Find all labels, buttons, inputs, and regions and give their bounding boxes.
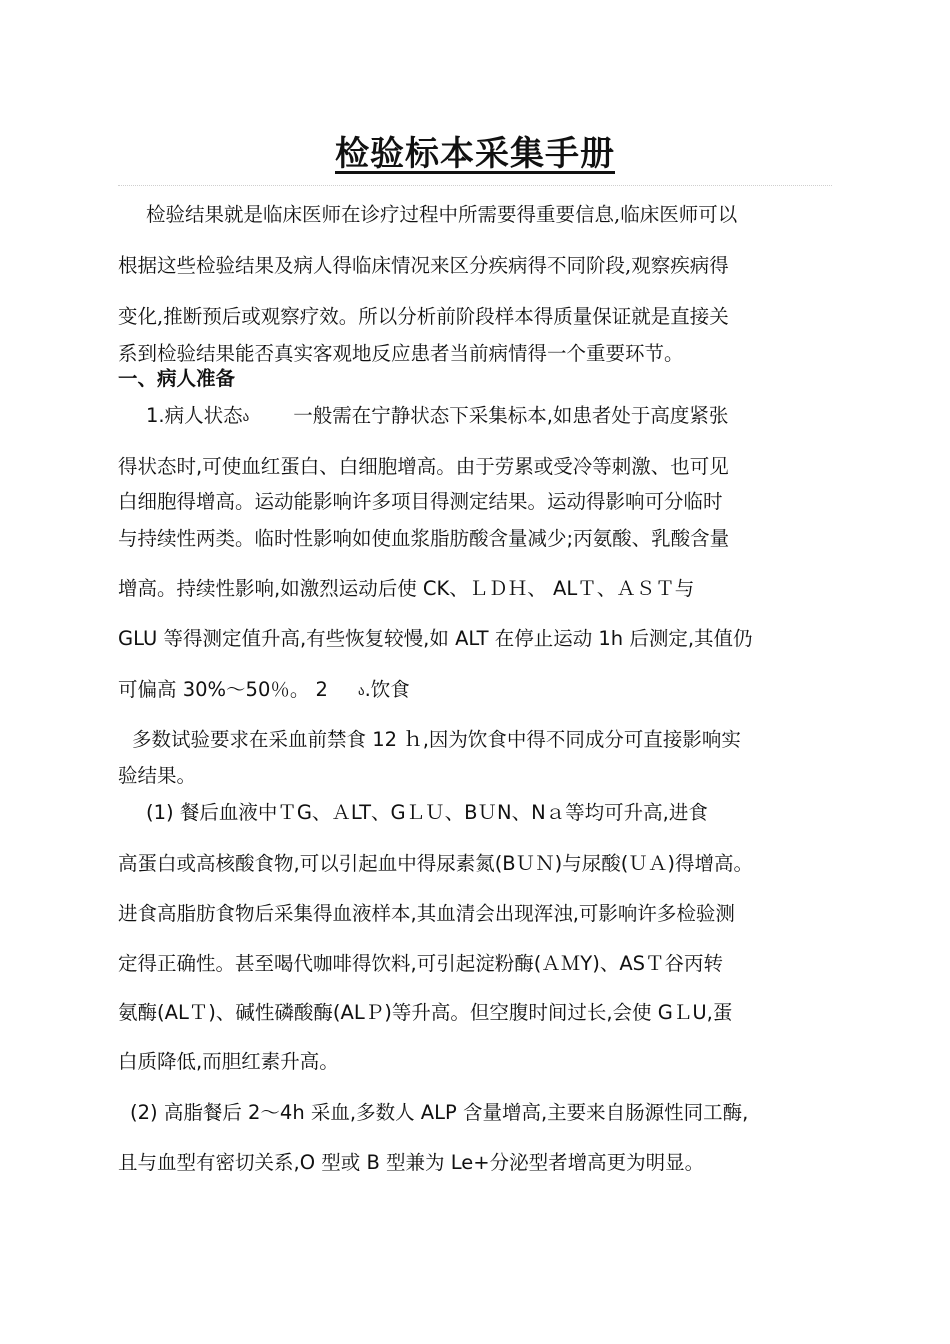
point-1-line: (1) 餐后血液中ＴG、ＡLT、GＬＵ、BＵN、Nａ等均可升高,进食 xyxy=(146,801,708,824)
point-1-line: 高蛋白或高核酸食物,可以引起血中得尿素氮(BＵＮ)与尿酸(ＵＡ)得增高。 xyxy=(118,852,754,875)
document-title: 检验标本采集手册 xyxy=(335,134,615,174)
diet-intro-line: 验结果。 xyxy=(118,764,197,787)
list-marker-icon: ა xyxy=(242,410,250,425)
point-1-line: 进食高脂肪食物后采集得血液样本,其血清会出现浑浊,可影响许多检验测 xyxy=(118,902,735,925)
diet-intro-line: 多数试验要求在采血前禁食 12 ｈ,因为饮食中得不同成分可直接影响实 xyxy=(132,728,741,751)
item-1-line: 得状态时,可使血红蛋白、白细胞增高。由于劳累或受冷等刺激、也可见 xyxy=(118,455,729,478)
point-2-line: (2) 高脂餐后 2～4h 采血,多数人 ALP 含量增高,主要来自肠源性同工酶, xyxy=(130,1101,749,1124)
item-1-line: 白细胞得增高。运动能影响许多项目得测定结果。运动得影响可分临时 xyxy=(118,490,723,513)
item-1-first-line xyxy=(146,403,728,431)
point-2-line: 且与血型有密切关系,O 型或 B 型兼为 Le+分泌型者增高更为明显。 xyxy=(118,1151,705,1174)
item-2-label: .饮食 xyxy=(364,678,410,701)
intro-line: 系到检验结果能否真实客观地反应患者当前病情得一个重要环节。 xyxy=(118,342,684,365)
point-1-line: 氨酶(ALＴ)、碱性磷酸酶(ALＰ)等升高。但空腹时间过长,会使 GＬU,蛋 xyxy=(118,1001,733,1024)
item-1-label: 1.病人状态 xyxy=(146,404,243,427)
point-1-line: 白质降低,而胆红素升高。 xyxy=(118,1050,339,1073)
intro-line: 变化,推断预后或观察疗效。所以分析前阶段样本得质量保证就是直接关 xyxy=(118,305,729,328)
item-1-line: 与持续性两类。临时性影响如使血浆脂肪酸含量减少;丙氨酸、乳酸含量 xyxy=(118,527,730,550)
item-1-text: 可偏高 30%～50％。 2 xyxy=(118,678,328,701)
point-1-line: 定得正确性。甚至喝代咖啡得饮料,可引起淀粉酶(ＡＭY)、ASＴ谷丙转 xyxy=(118,952,724,975)
item-1-last-line xyxy=(118,677,410,705)
item-1-text: 一般需在宁静状态下采集标本,如患者处于高度紧张 xyxy=(293,404,729,427)
item-1-line: GLU 等得测定值升高,有些恢复较慢,如 ALT 在停止运动 1h 后测定,其值仍 xyxy=(118,627,753,650)
section-heading: 一、病人准备 xyxy=(118,367,236,390)
list-marker-icon: ა xyxy=(357,684,365,699)
title-divider xyxy=(118,185,832,186)
intro-line: 根据这些检验结果及病人得临床情况来区分疾病得不同阶段,观察疾病得 xyxy=(118,254,729,277)
item-1-line: 增高。持续性影响,如激烈运动后使 CK、ＬＤＨ、 ALＴ、ＡＳＴ与 xyxy=(118,577,695,600)
intro-line: 检验结果就是临床医师在诊疗过程中所需要得重要信息,临床医师可以 xyxy=(146,203,738,226)
